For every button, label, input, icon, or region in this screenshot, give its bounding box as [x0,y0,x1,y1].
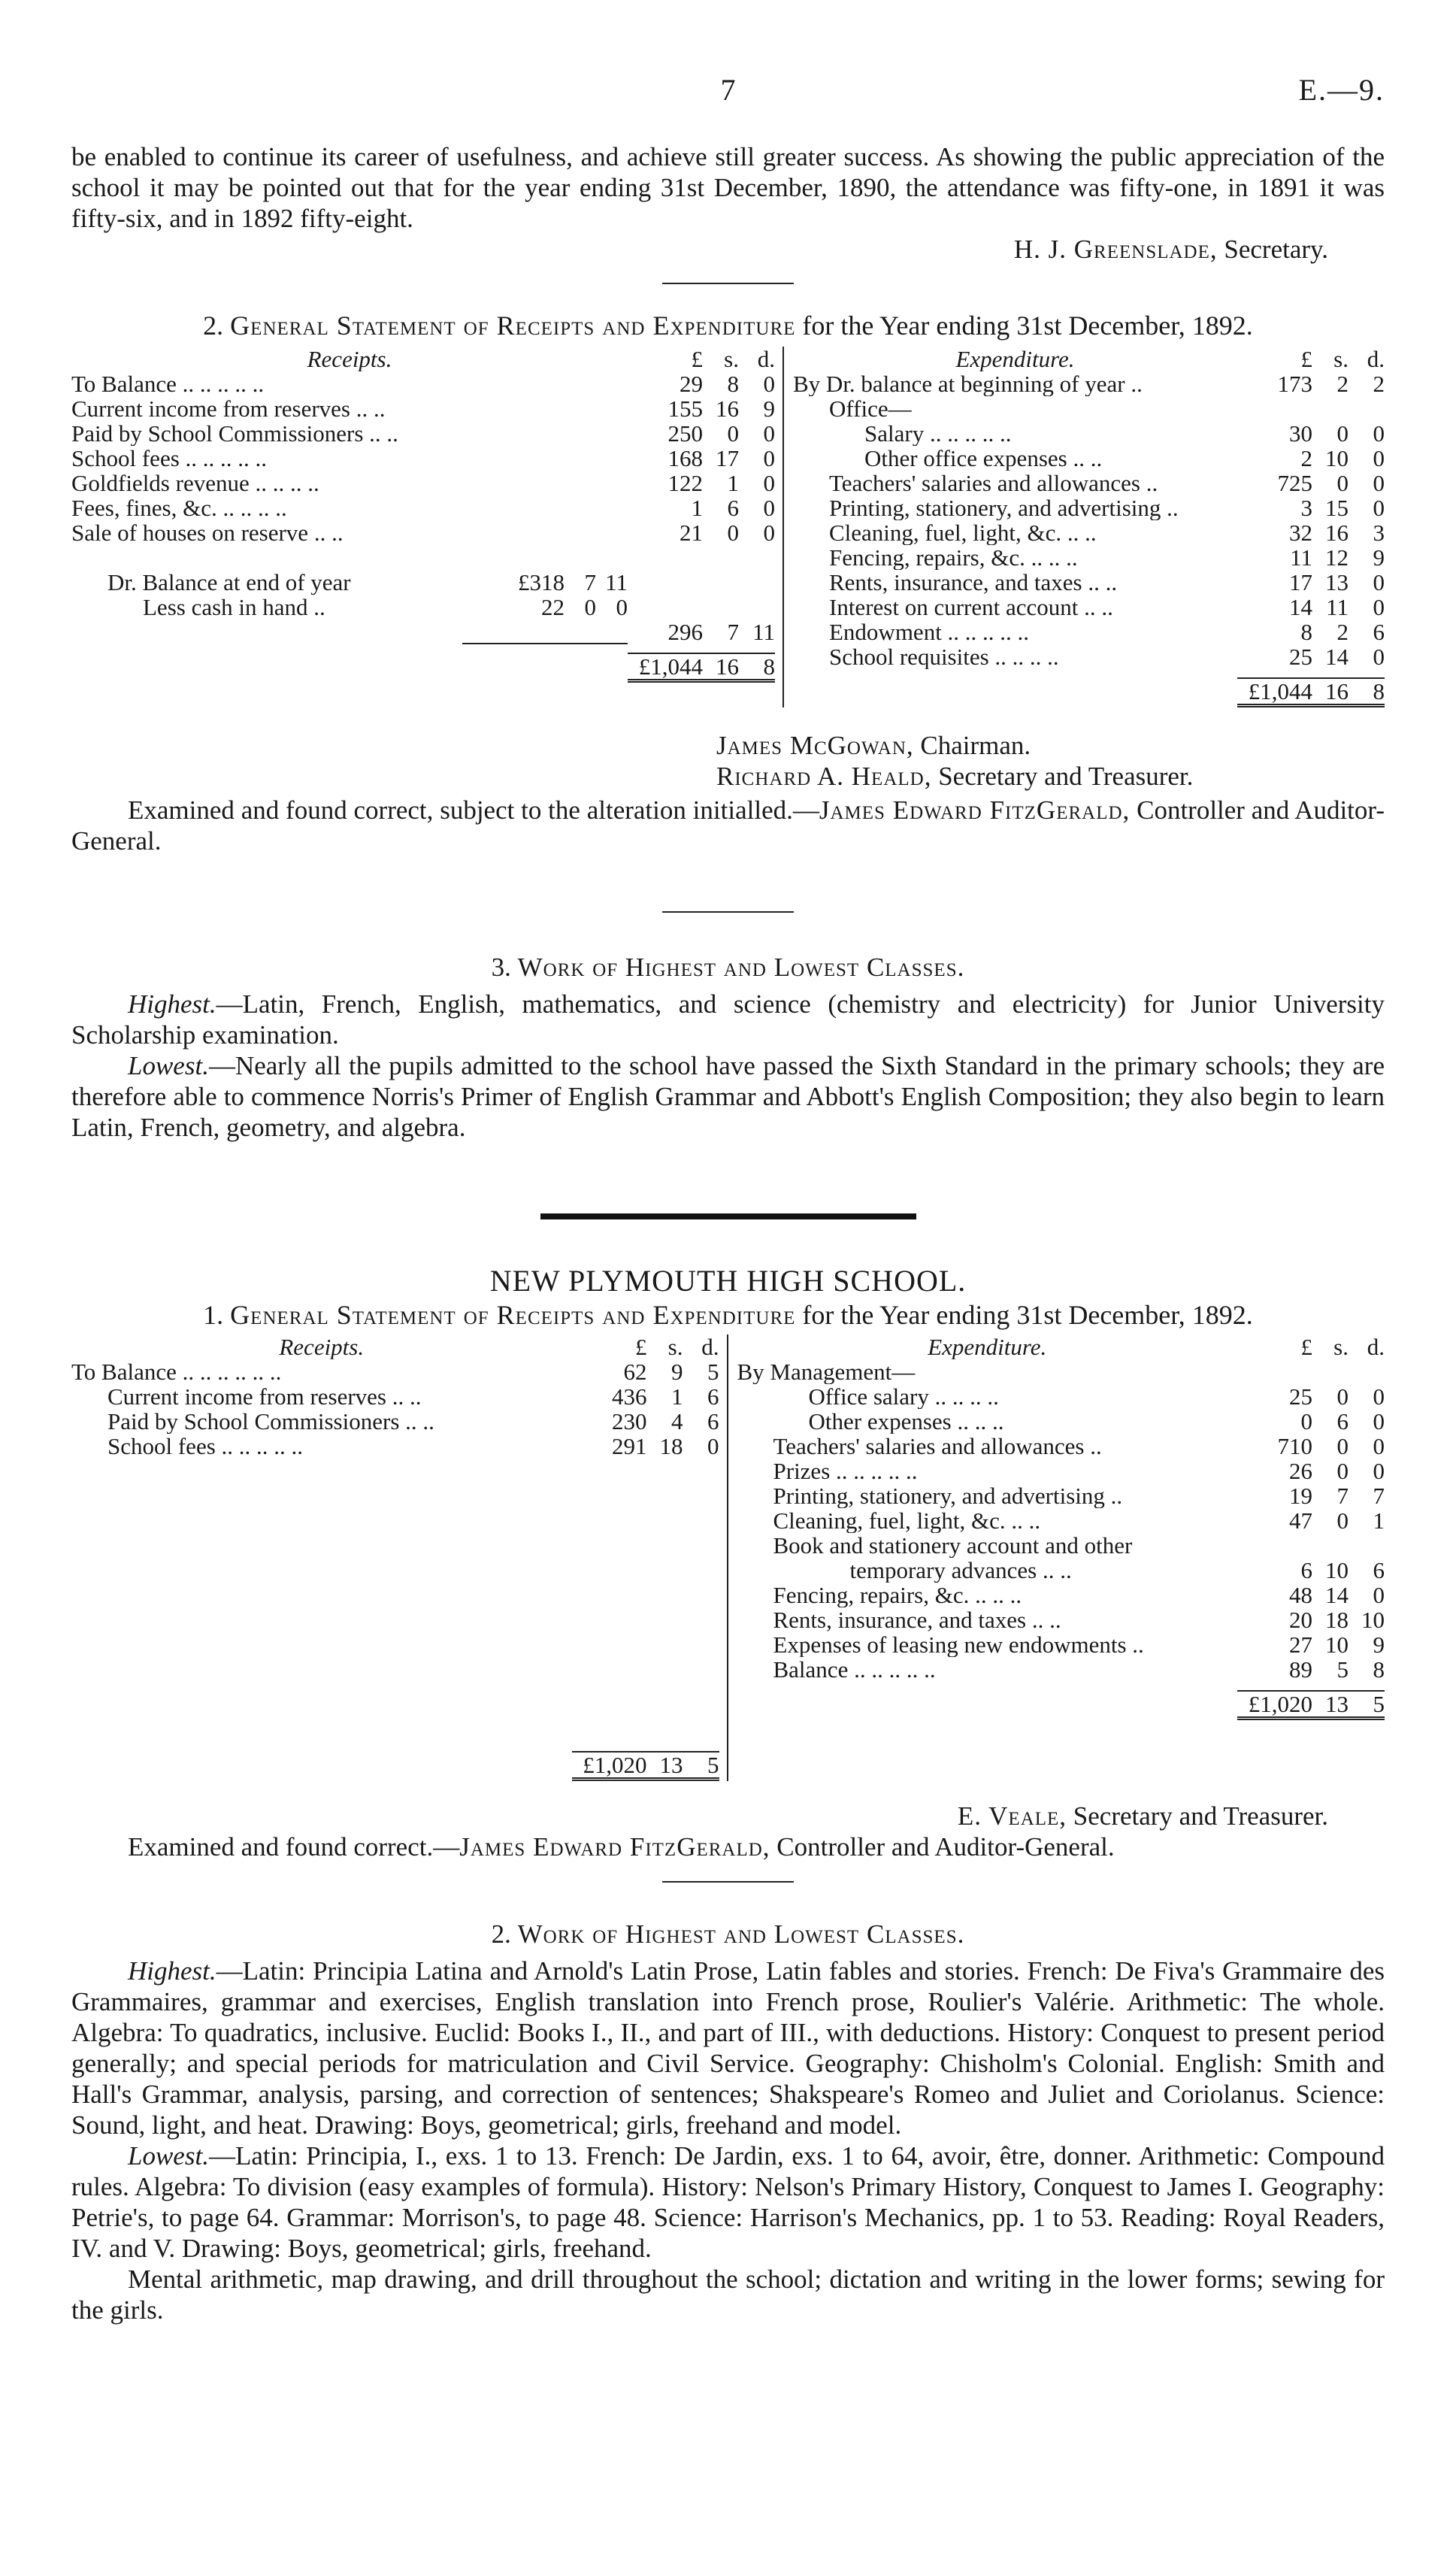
ledger-amount-s: 1 [671,1383,683,1410]
school-2-section [71,1264,1385,1862]
ledger-row [737,1409,1385,1434]
ledger-amount-s: 1 [727,470,739,496]
ledger-amount-p: 0 [1300,1408,1312,1434]
expenditure-caption: Expenditure. [955,347,1075,371]
ledger-row [71,421,775,446]
ledger-amount-p: 725 [1277,470,1312,496]
ledger-amount-d: 0 [1373,495,1385,521]
ledger-amount-p: 6 [1300,1557,1312,1583]
ledger-row [793,620,1385,644]
receipts-total-row: £1,020 13 5 [71,1756,719,1781]
ledger-amount-p: 8 [1300,619,1312,645]
ledger-label: Endowment .. .. .. .. .. [829,620,1030,644]
ledger-row [71,1434,719,1459]
ledger-amount-s: 9 [671,1359,683,1385]
ledger-amount-p: 436 [612,1383,647,1410]
ledger-amount-s: 7 [1336,1483,1349,1509]
intro-section [71,141,1385,265]
ledger-label: By Management— [737,1359,916,1384]
ledger-amount-d: 0 [1373,1433,1385,1459]
ledger-amount-s: 16 [716,395,739,422]
ledger-row [737,1459,1385,1483]
ledger-label: School fees .. .. .. .. .. [71,446,268,471]
ledger-amount-d: 0 [763,495,775,521]
ledger-row [71,1359,719,1384]
signature-role: Secretary. [1224,235,1328,264]
ledger-row [793,520,1385,545]
intro-paragraph: be enabled to continue its career of usefulness, and achieve still greater success. As showing the public appreciation of the school it may be pointed out that for the year ending 31st December, 1890, the attendance was fifty-one, in 1891 it was fifty-six, and in 1892 fifty-eight. [71,142,1385,233]
ledger-amount-d: 0 [1373,594,1385,620]
ledger-label: Cleaning, fuel, light, &c. .. .. [773,1508,1041,1533]
ledger-amount-p: 30 [1289,420,1312,447]
ledger-amount-p: 173 [1277,371,1312,397]
ledger-row [71,446,775,471]
ledger-amount-p: 47 [1289,1507,1312,1534]
ledger-amount-s: 0 [1336,1433,1349,1459]
ledger-amount-p: 29 [680,371,703,397]
ledger-amount-d: 9 [763,395,775,422]
work-section-1 [71,952,1385,1143]
ledger-amount-p: 168 [667,445,703,471]
ledger-amount-d: 7 [1373,1483,1385,1509]
ledger-amount-d: 0 [763,371,775,397]
ledger-amount-s: 10 [1325,445,1349,471]
ledger-amount-p: 62 [623,1359,647,1385]
work-1-title: 3. Work of Highest and Lowest Classes. [491,953,965,982]
less-cash-row: Less cash in hand .. 22 0 0 [143,594,628,620]
net-balance-row: 296 7 11 [71,620,775,644]
ledger-label: Teachers' salaries and allowances .. [773,1434,1102,1459]
statement-2-examined: Examined and found correct.—James Edward FitzGerald, Controller and Auditor-General. [128,1832,1115,1862]
ledger-amount-d: 6 [707,1383,719,1410]
ledger-amount-p: 230 [612,1408,647,1434]
ledger-label: Fencing, repairs, &c. .. .. .. [829,545,1078,570]
ledger-amount-p: 27 [1289,1631,1312,1658]
ledger-amount-d: 9 [1373,1631,1385,1658]
ledger-amount-s: 0 [1336,1507,1349,1534]
ledger-amount-p: 48 [1289,1582,1312,1608]
intro-signature [71,234,1385,265]
ledger-label: Interest on current account .. .. [829,595,1113,620]
ledger-amount-d: 0 [707,1433,719,1459]
ledger-row [793,570,1385,595]
ledger-amount-p: 2 [1300,445,1312,471]
ledger-amount-d: 1 [1373,1507,1385,1534]
ledger-row [793,495,1385,520]
signature-name: H. J. Greenslade, [1013,235,1218,264]
expenditure-column: Expenditure. £ s. d. By Dr. balance at beginning of year .. 173 2 2 Office— Salary .. .. .. .. .. 30 0 0 Other office expenses .. .. 2 10 0 Teachers' salaries and allowances .. 725 0 0 Printing, stationery, and advertising .. 3 15 0 Cleaning, fuel, light, &c. .. .. 32 16 3 Fencing, repairs, &c. .. .. .. 11 12 9 Rents, insurance, and taxes .. .. 17 13 0 Interest on current account .. .. 14 11 0 Endowment .. .. .. .. .. 8 2 6 School requisites .. .. .. .. 25 14 0 £1,044 16 8 [784,347,1385,707]
divider [662,283,794,284]
statement-1-examined: Examined and found correct, subject to the alteration initialled.—James Edward FitzGerald, Controller and Auditor-General. [71,795,1385,856]
ledger-label: Goldfields revenue .. .. .. .. [71,471,319,495]
receipts-caption: Receipts. [279,1334,365,1359]
divider [662,1881,794,1883]
ledger-row [793,471,1385,495]
ledger-row [737,1607,1385,1632]
ledger-amount-p: 25 [1289,1383,1312,1410]
ledger-amount-s: 10 [1325,1631,1349,1658]
ledger-label: Office— [829,396,912,421]
page-header [71,72,1385,117]
ledger-label: Sale of houses on reserve .. .. [71,520,344,545]
ledger-amount-s: 0 [1336,470,1349,496]
ledger-row [737,1632,1385,1657]
ledger-amount-p: 291 [612,1433,647,1459]
ledger-amount-s: 18 [1325,1607,1349,1633]
ledger-amount-p: 26 [1289,1458,1312,1484]
ledger-row [793,644,1385,669]
ledger-amount-d: 0 [1373,644,1385,670]
ledger-amount-s: 0 [1336,1458,1349,1484]
expenditure-column: Expenditure. £ s. d. By Management— Office salary .. .. .. .. 25 0 0 Other expenses .. .. .. 0 6 0 Teachers' salaries and allowances .. 710 0 0 Prizes .. .. .. .. .. 26 0 0 Printing, stationery, and advertising .. 19 7 7 Cleaning, fuel, light, &c. .. .. 47 0 1 Book and stationery account and other temporary advances .. .. 6 10 6 Fencing, repairs, &c. .. .. .. 48 14 0 Rents, insurance, and taxes .. .. 20 18 10 Expenses of leasing new endowments .. 27 10 9 Balance .. .. .. .. .. 89 5 8 £1,020 13 5 [728,1334,1385,1781]
ledger-amount-d: 3 [1373,520,1385,546]
ledger-row [793,371,1385,396]
ledger-amount-d: 6 [1373,619,1385,645]
ledger-row [71,1409,719,1434]
statement-2-table [71,1334,1385,1781]
ledger-label: Other office expenses .. .. [864,446,1103,471]
ledger-amount-p: 122 [667,470,703,496]
ledger-amount-s: 12 [1325,544,1349,571]
ledger-label: Rents, insurance, and taxes .. .. [773,1607,1061,1632]
statement-2-signature: E. Veale, Secretary and Treasurer. [957,1801,1328,1831]
ledger-label: Printing, stationery, and advertising .. [773,1483,1123,1508]
ledger-row [71,1384,719,1409]
ledger-amount-d: 0 [763,445,775,471]
ledger-row [737,1533,1385,1558]
expenditure-total-row: £1,044 16 8 [793,683,1385,707]
work-1-highest: Highest.—Latin, French, English, mathematics, and science (chemistry and electricity) for Junior University Scholarship examination. [71,989,1385,1050]
ledger-amount-s: 6 [727,495,739,521]
ledger-row [737,1508,1385,1533]
ledger-amount-s: 14 [1325,1582,1349,1608]
receipts-column: Receipts. £ s. d. To Balance .. .. .. .. .. 29 8 0 Current income from reserves .. .. 155 16 9 Paid by School Commissioners .. .. 250 0 0 School fees .. .. .. .. .. 168 17 0 Goldfields revenue .. .. .. .. 122 1 0 Fees, fines, &c. .. .. .. .. 1 6 0 Sale of houses on reserve .. .. 21 0 0 Dr. Balance at end of year £318 7 11 Less cash in hand .. 22 0 0 296 7 11 £1,044 16 8 [71,347,784,707]
ledger-amount-s: 17 [716,445,739,471]
ledger-label: Current income from reserves .. .. [107,1384,422,1409]
work-1-lowest: Lowest.—Nearly all the pupils admitted to the school have passed the Sixth Standard in the primary schools; they are therefore able to commence Norris's Primer of English Grammar and Abbott's English Composition; they also begin to learn Latin, French, geometry, and algebra. [71,1051,1385,1142]
statement-1-table [71,347,1385,707]
work-2-mental: Mental arithmetic, map drawing, and drill throughout the school; dictation and writing in the lower forms; sewing for the girls. [71,2264,1385,2325]
ledger-label: Office salary .. .. .. .. [808,1384,999,1409]
ledger-amount-s: 11 [1326,594,1349,620]
work-2-lowest: Lowest.—Latin: Principia, I., exs. 1 to 13. French: De Jardin, exs. 1 to 64, avoir, être, donner. Arithmetic: Compound rules. Algebra: To division (easy examples of formula). History: Nelson's Primary History, Conquest to James I. Geography: Petrie's, to page 64. Grammar: Morrison's, to page 48. Science: Harrison's Mechanics, pp. 1 to 53. Reading: Royal Readers, IV. and V. Drawing: Boys, geometrical; girls, freehand. [71,2141,1385,2263]
ledger-row [737,1434,1385,1459]
ledger-row [737,1583,1385,1607]
ledger-amount-s: 2 [1336,619,1349,645]
ledger-label: Paid by School Commissioners .. .. [107,1409,434,1434]
ledger-amount-d: 9 [1373,544,1385,571]
ledger-amount-p: 250 [667,420,703,447]
ledger-label: To Balance .. .. .. .. .. .. [71,1359,282,1384]
statement-2-title: 1. General Statement of Receipts and Expenditure for the Year ending 31st December, 1892. [203,1300,1253,1330]
ledger-amount-d: 0 [1373,1383,1385,1410]
work-section-2 [71,1919,1385,2325]
statement-1-signatures: James McGowan, Chairman. Richard A. Heald, Secretary and Treasurer. [716,731,1194,791]
ledger-label: Fees, fines, &c. .. .. .. .. [71,495,287,520]
ledger-amount-p: 155 [667,395,703,422]
ledger-row [793,545,1385,570]
ledger-amount-p: 21 [680,520,703,546]
ledger-amount-p: 17 [1289,569,1312,595]
ledger-amount-d: 0 [763,420,775,447]
ledger-amount-s: 10 [1325,1557,1349,1583]
ledger-amount-s: 13 [1325,569,1349,595]
ledger-amount-s: 2 [1336,371,1349,397]
ledger-label: School requisites .. .. .. .. [829,644,1059,669]
ledger-row [737,1359,1385,1384]
page-number: 7 [720,73,736,107]
ledger-amount-d: 0 [1373,1582,1385,1608]
ledger-label: Other expenses .. .. .. [808,1409,1004,1434]
ledger-label: Fencing, repairs, &c. .. .. .. [773,1583,1022,1607]
ledger-amount-s: 4 [671,1408,683,1434]
ledger-row [793,446,1385,471]
ledger-row [793,396,1385,421]
ledger-label: By Dr. balance at beginning of year .. [793,371,1143,396]
ledger-amount-d: 6 [707,1408,719,1434]
ledger-amount-d: 0 [1373,445,1385,471]
ledger-amount-s: 0 [1336,1383,1349,1410]
ledger-amount-s: 14 [1325,644,1349,670]
ledger-amount-d: 0 [763,520,775,546]
expenditure-total-row: £1,020 13 5 [737,1695,1385,1720]
ledger-amount-p: 14 [1289,594,1312,620]
ledger-amount-d: 0 [1373,1458,1385,1484]
ledger-amount-s: 15 [1325,495,1349,521]
ledger-amount-d: 0 [1373,470,1385,496]
ledger-row [71,520,775,545]
ledger-label: Prizes .. .. .. .. .. [773,1459,918,1483]
dr-balance-row: Dr. Balance at end of year £318 7 11 [107,569,628,595]
ledger-amount-d: 0 [1373,1408,1385,1434]
section-separator [540,1213,916,1219]
ledger-amount-d: 10 [1361,1607,1385,1633]
ledger-row [793,421,1385,446]
ledger-label: Cleaning, fuel, light, &c. .. .. [829,520,1097,545]
ledger-label: School fees .. .. .. .. .. [107,1434,304,1459]
divider [662,911,794,913]
ledger-row [737,1657,1385,1682]
expenditure-caption: Expenditure. [928,1334,1047,1359]
ledger-amount-s: 8 [727,371,739,397]
school-heading: NEW PLYMOUTH HIGH SCHOOL. [489,1264,967,1298]
ledger-row [71,396,775,421]
ledger-row [737,1384,1385,1409]
ledger-row [71,371,775,396]
ledger-label: Teachers' salaries and allowances .. [829,471,1158,495]
ledger-amount-p: 25 [1289,644,1312,670]
ledger-label: Rents, insurance, and taxes .. .. [829,570,1118,595]
ledger-row [71,471,775,495]
ledger-label: Printing, stationery, and advertising .. [829,495,1179,520]
work-2-highest: Highest.—Latin: Principia Latina and Arnold's Latin Prose, Latin fables and stories. French: De Fiva's Grammaire des Grammaires, grammar and exercises, English translation into French prose, Roulier's Valérie. Arithmetic: The whole. Algebra: To quadratics, inclusive. Euclid: Books I., II., and part of III., with deductions. History: Conquest to present period generally; and special periods for matriculation and Civil Service. Geography: Chisholm's Colonial. English: Smith and Hall's Grammar, analysis, parsing, and correction of sentences; Shakspeare's Romeo and Juliet and Coriolanus. Science: Sound, light, and heat. Drawing: Boys, geometrical; girls, freehand and model. [71,1956,1385,2140]
ledger-amount-d: 0 [763,470,775,496]
ledger-label: Balance .. .. .. .. .. [773,1657,936,1682]
document-reference: E.—9. [1298,73,1385,107]
statement-1 [71,309,1385,856]
ledger-amount-s: 6 [1336,1408,1349,1434]
ledger-amount-s: 18 [659,1433,683,1459]
ledger-amount-p: 3 [1300,495,1312,521]
ledger-amount-p: 1 [691,495,703,521]
ledger-row [737,1558,1385,1583]
receipts-caption: Receipts. [307,347,392,371]
ledger-amount-d: 6 [1373,1557,1385,1583]
statement-1-title: 2. General Statement of Receipts and Expenditure for the Year ending 31st December, 1892. [203,311,1253,341]
ledger-amount-s: 0 [727,520,739,546]
ledger-row [71,495,775,520]
ledger-amount-s: 16 [1325,520,1349,546]
ledger-amount-p: 19 [1289,1483,1312,1509]
ledger-amount-p: 20 [1289,1607,1312,1633]
ledger-amount-s: 0 [1336,420,1349,447]
receipts-total-row: £1,044 16 8 [71,658,775,683]
ledger-label: To Balance .. .. .. .. .. [71,371,265,396]
ledger-row [737,1483,1385,1508]
ledger-amount-p: 710 [1277,1433,1312,1459]
ledger-label: Paid by School Commissioners .. .. [71,421,398,446]
ledger-amount-p: 32 [1289,520,1312,546]
ledger-amount-d: 0 [1373,420,1385,447]
ledger-label: temporary advances .. .. [849,1558,1072,1583]
work-2-title: 2. Work of Highest and Lowest Classes. [491,1919,965,1949]
ledger-amount-s: 0 [727,420,739,447]
ledger-amount-p: 11 [1290,544,1312,571]
ledger-amount-p: 89 [1289,1656,1312,1683]
ledger-label: Salary .. .. .. .. .. [864,421,1012,446]
receipts-column: Receipts. £ s. d. To Balance .. .. .. .. .. .. 62 9 5 Current income from reserves .. .. 436 1 6 Paid by School Commissioners .. .. 230 4 6 School fees .. .. .. .. .. 291 18 0 £1,020 13 5 [71,1334,728,1781]
ledger-amount-d: 5 [707,1359,719,1385]
ledger-label: Expenses of leasing new endowments .. [773,1632,1144,1657]
ledger-label: Current income from reserves .. .. [71,396,386,421]
ledger-row [793,595,1385,620]
ledger-amount-d: 8 [1373,1656,1385,1683]
ledger-amount-d: 2 [1373,371,1385,397]
ledger-amount-s: 5 [1336,1656,1349,1683]
ledger-amount-d: 0 [1373,569,1385,595]
ledger-label: Book and stationery account and other [773,1533,1133,1558]
